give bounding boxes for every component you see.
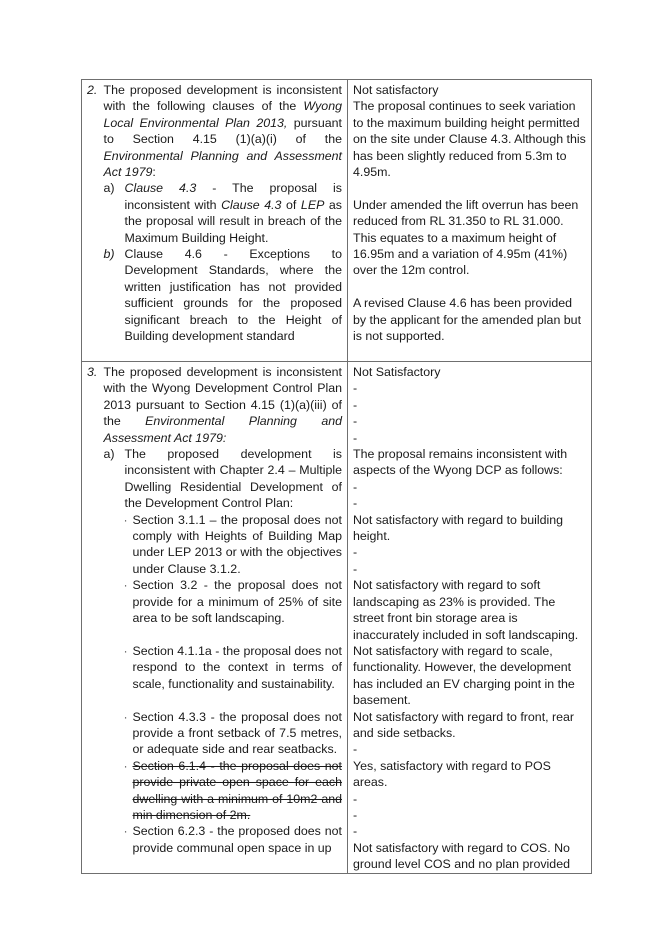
list-item: · Section 4.3.3 - the proposal does not provide a front setback of 7.5 metres, or adequate side and rear seatbacks. bbox=[123, 709, 342, 757]
assessment-cell bbox=[348, 80, 592, 362]
reason-intro: The proposed development is inconsistent with the Wyong Development Control Plan 2013 pursuant to Section 4.15 (1)(a)(iii) of the Environmental Planning and Assessment Act 1979: bbox=[103, 365, 342, 445]
assessment-status: Not satisfactory bbox=[353, 83, 439, 97]
assessment-paragraph: The proposal continues to seek variation to the maximum building height permitted on the site under Clause 4.3. Although this has been slightly reduced from 5.3m to 4.95m. bbox=[353, 99, 586, 180]
assessment-table bbox=[81, 79, 592, 874]
dash: - bbox=[353, 824, 358, 839]
list-item: · Section 3.2 - the proposal does not provide for a minimum of 25% of site area to be soft landscaping. bbox=[123, 578, 342, 626]
dash: - bbox=[353, 430, 358, 445]
list-item: · Section 4.1.1a - the proposal does not respond to the context in terms of scale, functionality and sustainability. bbox=[123, 643, 342, 691]
assessment-status: Not Satisfactory bbox=[353, 365, 441, 379]
dash: - bbox=[353, 545, 358, 560]
list-item: · Section 3.1.1 – the proposal does not comply with Heights of Building Map under LEP 2013 or with the objectives under Clause 3.1.2. bbox=[123, 512, 342, 576]
assessment-paragraph: Yes, satisfactory with regard to POS areas. bbox=[353, 758, 551, 790]
assessment-paragraph: The proposal remains inconsistent with aspects of the Wyong DCP as follows: bbox=[353, 447, 568, 478]
reason-cell bbox=[104, 80, 348, 362]
reason-intro: The proposed development is inconsistent with the following clauses of the Wyong Local Environmental Plan 2013, pursuant to Section 4.15 (1)(a)(i) of the Environmental Planning and Assessment Act 1979: bbox=[103, 83, 342, 180]
reason-item-b: b) Clause 4.6 - Exceptions to Development Standards, where the written justification has not provided sufficient grounds for the proposed significant breach to the Height of Building development standard bbox=[103, 247, 342, 344]
dash: - bbox=[353, 381, 358, 396]
dash: - bbox=[353, 496, 358, 511]
list-item-struck: · Section 6.1.4 - the proposal does not provide private open space for each dwelling with a minimum of 10m2 and min dimension of 2m. bbox=[123, 758, 342, 822]
reason-item-a: a) The proposed development is inconsistent with Chapter 2.4 – Multiple Dwelling Residential Development of the Development Control Plan: bbox=[103, 447, 342, 511]
assessment-paragraph: Not satisfactory with regard to scale, functionality. However, the development has included an EV charging point in the basement. bbox=[353, 643, 575, 708]
dash: - bbox=[353, 397, 358, 412]
row-number: 3. bbox=[87, 365, 98, 379]
assessment-paragraph: Not satisfactory with regard to soft landscaping as 23% is provided. The street front bin storage area is inaccurately included in soft landscaping. bbox=[353, 578, 579, 642]
row-number-cell bbox=[82, 80, 104, 362]
reason-item-a: a) Clause 4.3 - The proposal is inconsistent with Clause 4.3 of LEP as the proposal will result in breach of the Maximum Building Height. bbox=[103, 181, 342, 245]
dash: - bbox=[353, 561, 358, 576]
assessment-paragraph: Not satisfactory with regard to front, rear and side setbacks. bbox=[353, 709, 575, 740]
dash: - bbox=[353, 807, 358, 822]
assessment-paragraph: A revised Clause 4.6 has been provided by the applicant for the amended plan but is not supported. bbox=[353, 296, 582, 344]
dash: - bbox=[353, 742, 358, 757]
assessment-paragraph: Under amended the lift overrun has been reduced from RL 31.350 to RL 31.000. This equates to a maximum height of 16.95m and a variation of 4.95m (41%) over the 12m control. bbox=[353, 197, 579, 278]
assessment-cell bbox=[348, 362, 592, 874]
dash: - bbox=[353, 479, 358, 494]
reason-cell bbox=[104, 362, 348, 874]
table-row bbox=[82, 362, 592, 874]
assessment-paragraph: Not satisfactory with regard to building height. bbox=[353, 512, 564, 544]
row-number-cell bbox=[82, 362, 104, 874]
assessment-paragraph: Not satisfactory with regard to COS. No ground level COS and no plan provided bbox=[353, 840, 570, 872]
table-row bbox=[82, 80, 592, 362]
list-item: · Section 6.2.3 - the proposed does not provide communal open space in up bbox=[123, 824, 342, 855]
dash: - bbox=[353, 414, 358, 429]
row-number: 2. bbox=[87, 83, 98, 97]
dash: - bbox=[353, 791, 358, 806]
